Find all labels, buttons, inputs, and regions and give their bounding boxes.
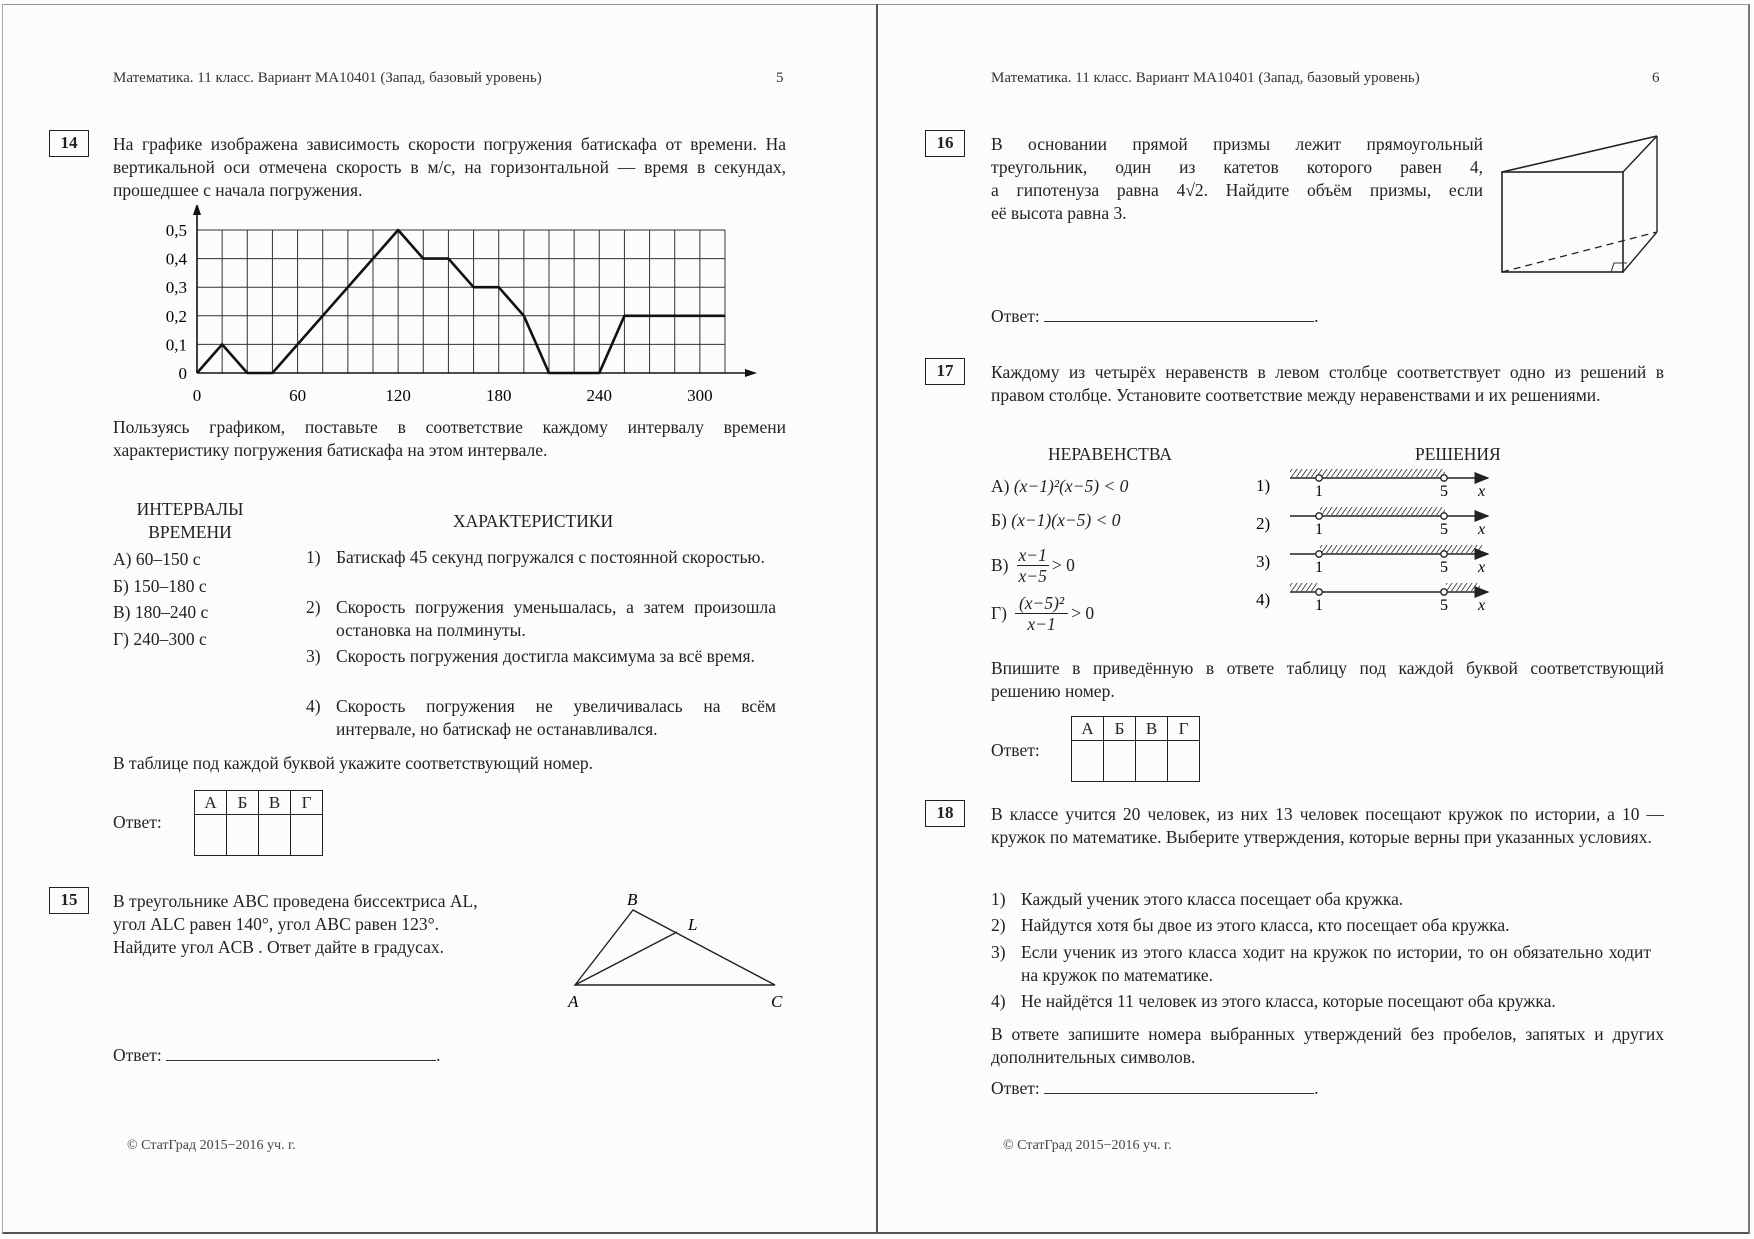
answer-cell[interactable] (195, 815, 227, 856)
interval-item: Г) 240–300 с (113, 628, 207, 649)
task14-answer-table (194, 790, 323, 856)
answer-cell[interactable] (291, 815, 323, 856)
svg-text:0,5: 0,5 (165, 221, 187, 240)
chart-axes (193, 205, 757, 377)
characteristic-item: 2) Скорость погружения уменьшалась, а затем произошла остановка на полминуты. (306, 597, 776, 640)
task17-intro: Каждому из четырёх неравенств в левом столбце соответствует одно из решений в правом столбце. Установите соответствие между неравенствами и их решениями. (991, 362, 1664, 405)
answer-col-header: В (1136, 717, 1168, 741)
statement-item: 1) Каждый ученик этого класса посещает оба кружка. (991, 889, 1404, 909)
chart-series-line (197, 230, 725, 373)
task14-answer-label: Ответ: (113, 812, 162, 832)
y-tick-labels (166, 221, 188, 383)
task-number-15: 15 (49, 887, 89, 914)
task-number-18: 18 (925, 800, 965, 827)
characteristic-item: 4) Скорость погружения не увеличивалась на всём интервале, но батискаф не останавливался. (306, 696, 776, 739)
vertex-label-a: A (568, 992, 579, 1011)
svg-text:5: 5 (1440, 521, 1448, 538)
svg-text:1): 1) (1256, 476, 1271, 495)
svg-text:0,4: 0,4 (165, 249, 187, 269)
answer-cell[interactable] (1136, 741, 1168, 782)
speed-time-chart (140, 205, 760, 410)
task16-text: В основании прямой призмы лежит прямоугольный треугольник, один из катетов которого равен 4, а гипотенуза равна 4√2. Найдите объём призмы, если её высота равна 3. (991, 134, 1484, 223)
prism-figure (1490, 130, 1670, 280)
answer-col-header: Г (1168, 717, 1200, 741)
inequality-item: Б) (x−1)(x−5) < 0 (991, 510, 1121, 530)
task-number-17: 17 (925, 358, 965, 385)
svg-text:0,3: 0,3 (165, 278, 187, 298)
solutions-number-lines (1256, 462, 1546, 622)
task17-table-instruction: Впишите в приведённую в ответе таблицу под каждой буквой соответствующий решению номер. (991, 658, 1664, 701)
task16-answer: Ответ: . (991, 303, 1318, 328)
task14-table-instruction: В таблице под каждой буквой укажите соответствующий номер. (113, 753, 593, 773)
statement-item: 3) Если ученик из этого класса ходит на кружок по истории, то он обязательно ходит на кружок по математике. (991, 942, 1651, 985)
page-number: 5 (776, 70, 784, 86)
task15-text: В треугольнике ABC проведена биссектриса AL, угол ALC равен 140°, угол ABC равен 123°. Найдите угол ACB . Ответ дайте в градусах. (113, 891, 478, 957)
statement-item: 2) Найдутся хотя бы двое из этого класса, кто посещает оба кружка. (991, 915, 1510, 935)
task14-instruction: Пользуясь графиком, поставьте в соответствие каждому интервалу времени характеристику погружения батискафа на этом интервале. (113, 417, 786, 460)
answer-col-header: Г (291, 791, 323, 815)
chart-grid (197, 230, 725, 373)
task15-answer: Ответ: . (113, 1042, 440, 1067)
page-footer: © СтатГрад 2015−2016 уч. г. (127, 1138, 296, 1153)
svg-text:1: 1 (1315, 597, 1323, 614)
statement-item: 4) Не найдётся 11 человек из этого класса, которые посещают оба кружка. (991, 991, 1556, 1011)
inequalities-header: НЕРАВЕНСТВА (1048, 444, 1173, 464)
interval-item: Б) 150–180 с (113, 575, 207, 596)
svg-text:x: x (1478, 483, 1486, 500)
svg-text:4): 4) (1256, 590, 1271, 609)
svg-text:x: x (1478, 559, 1486, 576)
inequality-item: В) x−1 x−5 > 0 (991, 545, 1075, 586)
vertex-label-b: B (627, 890, 638, 909)
triangle-figure (560, 885, 800, 1015)
intervals-list (113, 546, 208, 652)
svg-text:2): 2) (1256, 514, 1271, 533)
solution-line-3 (1256, 545, 1488, 576)
solution-line-2 (1256, 507, 1488, 538)
svg-text:1: 1 (1315, 483, 1323, 500)
inequality-item: Г) (x−5)² x−1 > 0 (991, 593, 1095, 634)
x-tick-labels (193, 386, 713, 405)
vertex-label-l: L (688, 915, 698, 934)
intervals-header: ИНТЕРВАЛЫ ВРЕМЕНИ (136, 499, 244, 542)
svg-text:5: 5 (1440, 597, 1448, 614)
right-page (878, 0, 1754, 1239)
svg-text:1: 1 (1315, 521, 1323, 538)
answer-cell[interactable] (227, 815, 259, 856)
task18-instruction: В ответе запишите номера выбранных утверждений без пробелов, запятых и других дополнительных символов. (991, 1024, 1664, 1067)
solution-line-1 (1256, 469, 1488, 500)
svg-text:180: 180 (485, 386, 512, 405)
solution-line-4 (1256, 583, 1488, 614)
svg-text:60: 60 (289, 386, 307, 405)
page-number: 6 (1652, 70, 1660, 86)
page-header: Математика. 11 класс. Вариант МА10401 (Запад, базовый уровень) (113, 70, 542, 86)
characteristics-header: ХАРАКТЕРИСТИКИ (453, 511, 614, 531)
task17-answer-label: Ответ: (991, 740, 1040, 760)
answer-col-header: Б (1104, 717, 1136, 741)
task16-answer-field[interactable] (1044, 303, 1314, 322)
answer-col-header: Б (227, 791, 259, 815)
page-header: Математика. 11 класс. Вариант МА10401 (Запад, базовый уровень) (991, 70, 1420, 86)
task14-intro: На графике изображена зависимость скорости погружения батискафа от времени. На вертикальной оси отмечена скорость в м/с, на горизонтальной — время в секундах, прошедшее с начала погружения. (113, 134, 786, 200)
task-number-14: 14 (49, 130, 89, 157)
answer-cell[interactable] (1072, 741, 1104, 782)
characteristic-item: 1) Батискаф 45 секунд погружался с постоянной скоростью. (306, 547, 765, 567)
task18-answer: Ответ: . (991, 1075, 1318, 1100)
interval-item: В) 180–240 с (113, 602, 209, 622)
svg-text:0: 0 (192, 386, 202, 405)
svg-text:5: 5 (1440, 559, 1448, 576)
inequality-item: А) (x−1)²(x−5) < 0 (991, 476, 1129, 496)
svg-text:3): 3) (1256, 552, 1271, 571)
svg-text:0: 0 (178, 364, 187, 383)
svg-text:0,2: 0,2 (165, 306, 187, 326)
vertex-label-c: C (771, 992, 783, 1011)
svg-text:x: x (1478, 521, 1486, 538)
answer-col-header: А (1072, 717, 1104, 741)
solutions-header: РЕШЕНИЯ (1415, 444, 1501, 464)
answer-cell[interactable] (1168, 741, 1200, 782)
svg-text:300: 300 (687, 386, 713, 405)
svg-text:0,1: 0,1 (165, 335, 187, 355)
answer-cell[interactable] (259, 815, 291, 856)
task17-answer-table (1071, 716, 1200, 782)
svg-text:5: 5 (1440, 483, 1448, 500)
task18-answer-field[interactable] (1044, 1075, 1314, 1094)
page-footer: © СтатГрад 2015−2016 уч. г. (1003, 1138, 1172, 1153)
svg-text:x: x (1478, 597, 1486, 614)
answer-cell[interactable] (1104, 741, 1136, 782)
answer-col-header: В (259, 791, 291, 815)
svg-text:240: 240 (586, 386, 613, 405)
svg-text:120: 120 (385, 386, 411, 405)
left-page (0, 0, 876, 1239)
characteristic-item: 3) Скорость погружения достигла максимума за всё время. (306, 646, 755, 666)
answer-col-header: А (195, 791, 227, 815)
task18-intro: В классе учится 20 человек, из них 13 человек посещают кружок по истории, а 10 — кружок по математике. Выберите утверждения, которые верны при указанных условиях. (991, 804, 1664, 847)
svg-text:1: 1 (1315, 559, 1323, 576)
task-number-16: 16 (925, 130, 965, 157)
task15-answer-field[interactable] (166, 1042, 436, 1061)
interval-item: А) 60–150 с (113, 549, 201, 569)
